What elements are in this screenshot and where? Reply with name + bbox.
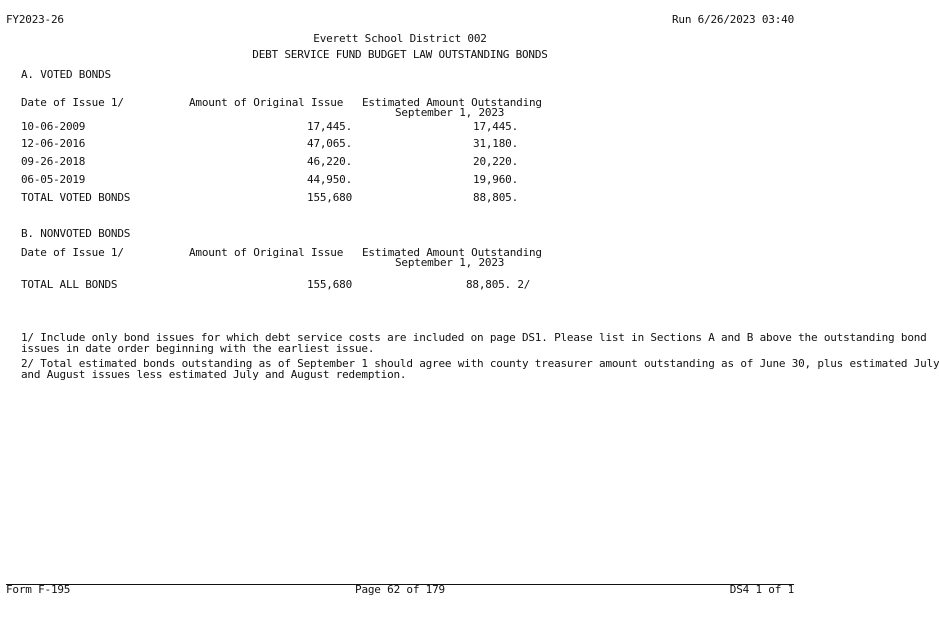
- row-estimated: 19,960.: [473, 173, 518, 186]
- row-estimated: 20,220.: [473, 155, 518, 168]
- form-number: Form F-195: [6, 583, 71, 596]
- section-a-col-estimated-date: September 1, 2023: [395, 106, 505, 119]
- total-all-estimated: 88,805. 2/: [466, 278, 531, 291]
- fiscal-year-label: FY2023-26: [6, 13, 64, 26]
- total-voted-label: TOTAL VOTED BONDS: [21, 191, 131, 204]
- district-title: Everett School District 002: [313, 32, 487, 45]
- section-b-title: B. NONVOTED BONDS: [21, 227, 131, 240]
- row-date: 09-26-2018: [21, 155, 86, 168]
- row-estimated: 17,445.: [473, 120, 518, 133]
- section-b-col-amount: Amount of Original Issue: [189, 246, 344, 259]
- row-estimated: 31,180.: [473, 137, 518, 150]
- section-a-col-estimated: Estimated Amount Outstanding: [362, 96, 542, 109]
- row-amount: 17,445.: [307, 120, 352, 133]
- footnote-2-line-2: and August issues less estimated July and August redemption.: [21, 368, 407, 381]
- schedule-page: DS4 1 of 1: [729, 583, 794, 596]
- section-b-col-estimated: Estimated Amount Outstanding: [362, 246, 542, 259]
- footnote-1-line-1: 1/ Include only bond issues for which debt service costs are included on page DS1. Please list in Sections A and B above the outstanding bond: [21, 331, 927, 344]
- total-all-label: TOTAL ALL BONDS: [21, 278, 118, 291]
- row-date: 10-06-2009: [21, 120, 86, 133]
- section-b-col-estimated-date: September 1, 2023: [395, 256, 505, 269]
- row-amount: 46,220.: [307, 155, 352, 168]
- footnote-2-line-1: 2/ Total estimated bonds outstanding as of September 1 should agree with county treasurer amount outstanding as of June 30, plus estimated July: [21, 357, 939, 370]
- total-all-amount: 155,680: [307, 278, 352, 291]
- row-date: 12-06-2016: [21, 137, 86, 150]
- row-date: 06-05-2019: [21, 173, 86, 186]
- run-timestamp: Run 6/26/2023 03:40: [671, 13, 794, 26]
- row-amount: 47,065.: [307, 137, 352, 150]
- section-b-col-date: Date of Issue 1/: [21, 246, 124, 259]
- total-voted-estimated: 88,805.: [473, 191, 518, 204]
- section-a-title: A. VOTED BONDS: [21, 68, 111, 81]
- row-amount: 44,950.: [307, 173, 352, 186]
- footnote-1-line-2: issues in date order beginning with the earliest issue.: [21, 342, 375, 355]
- section-a-col-amount: Amount of Original Issue: [189, 96, 344, 109]
- section-a-col-date: Date of Issue 1/: [21, 96, 124, 109]
- report-title: DEBT SERVICE FUND BUDGET LAW OUTSTANDING BONDS: [252, 48, 548, 61]
- page-number: Page 62 of 179: [355, 583, 445, 596]
- total-voted-amount: 155,680: [307, 191, 352, 204]
- footnotes: [21, 332, 939, 380]
